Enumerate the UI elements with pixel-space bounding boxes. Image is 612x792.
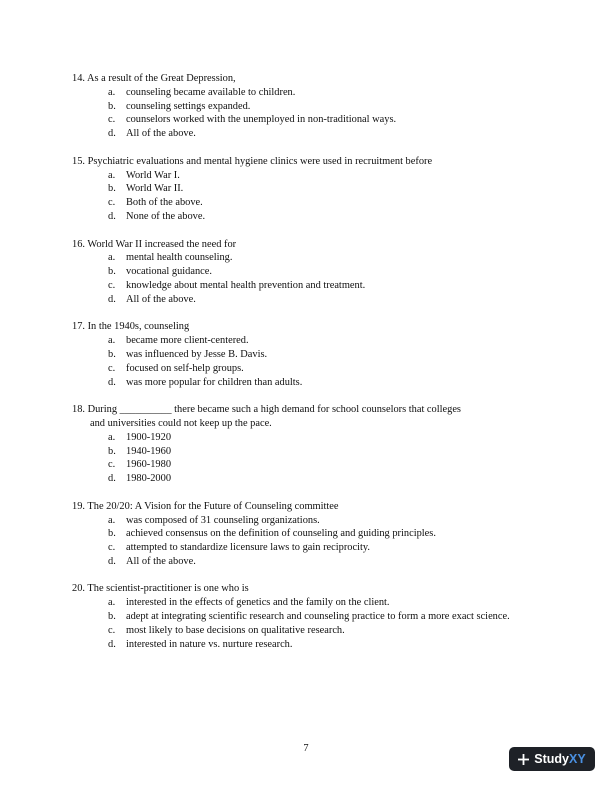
- option-list: [72, 514, 542, 569]
- answer-option: [72, 376, 542, 390]
- option-letter: b.: [108, 445, 116, 457]
- option-letter: b.: [108, 611, 116, 623]
- answer-option: [72, 334, 542, 348]
- answer-option: [72, 541, 542, 555]
- question: [72, 155, 542, 224]
- option-letter: d.: [108, 555, 116, 567]
- option-letter: d.: [108, 210, 116, 222]
- option-letter: a.: [108, 335, 116, 347]
- question-stem-text: 19. The 20/20: A Vision for the Future of Counseling committee: [72, 500, 339, 512]
- option-text: achieved consensus on the definition of counseling and guiding principles.: [126, 528, 436, 540]
- answer-option: [72, 596, 542, 610]
- option-letter: c.: [108, 197, 116, 209]
- option-letter: c.: [108, 114, 116, 126]
- answer-option: [72, 86, 542, 100]
- answer-option: [72, 362, 542, 376]
- option-text: interested in the effects of genetics and the family on the client.: [126, 597, 390, 609]
- page-number: 7: [303, 743, 309, 754]
- option-letter: c.: [108, 279, 116, 291]
- option-text: 1900-1920: [126, 431, 172, 443]
- answer-option: [72, 100, 542, 114]
- question-stem-text: 15. Psychiatric evaluations and mental hygiene clinics were used in recruitment before: [72, 155, 433, 167]
- option-letter: b.: [108, 528, 116, 540]
- question-stem: [72, 155, 542, 169]
- answer-option: [72, 472, 542, 486]
- badge-text-main: Study: [534, 752, 570, 766]
- answer-option: [72, 251, 542, 265]
- option-text: adept at integrating scientific research and counseling practice to form a more exact science.: [126, 611, 510, 623]
- question: [72, 403, 542, 486]
- question: [72, 72, 542, 141]
- answer-option: [72, 293, 542, 307]
- answer-option: [72, 169, 542, 183]
- answer-option: [72, 113, 542, 127]
- question-stem-text: 20. The scientist-practitioner is one who is: [72, 583, 249, 595]
- option-letter: c.: [108, 542, 116, 554]
- option-text: None of the above.: [126, 210, 206, 222]
- option-letter: a.: [108, 431, 116, 443]
- option-text: counselors worked with the unemployed in non-traditional ways.: [126, 114, 397, 126]
- question-stem: [72, 582, 542, 596]
- question-stem: [72, 238, 542, 252]
- option-list: [72, 251, 542, 306]
- question-stem: [72, 500, 542, 514]
- option-text: became more client-centered.: [126, 335, 249, 347]
- option-text: most likely to base decisions on qualitative research.: [126, 624, 345, 636]
- option-text: All of the above.: [126, 293, 196, 305]
- option-text: attempted to standardize licensure laws to gain reciprocity.: [126, 542, 370, 554]
- option-list: [72, 431, 542, 486]
- exam-page: [72, 72, 542, 665]
- answer-option: [72, 210, 542, 224]
- question-list: [72, 72, 542, 651]
- option-text: knowledge about mental health prevention and treatment.: [126, 279, 366, 291]
- option-list: [72, 334, 542, 389]
- option-text: counseling became available to children.: [126, 86, 296, 98]
- option-letter: a.: [108, 514, 116, 526]
- answer-option: [72, 348, 542, 362]
- option-text: counseling settings expanded.: [126, 100, 251, 112]
- plus-icon: [518, 754, 529, 765]
- option-text: 1960-1980: [126, 459, 172, 471]
- question-stem-text: 18. During __________ there became such a high demand for school counselors that colleges: [72, 404, 461, 416]
- answer-option: [72, 265, 542, 279]
- option-letter: c.: [108, 624, 116, 636]
- option-list: [72, 596, 542, 651]
- option-letter: a.: [108, 86, 116, 98]
- answer-option: [72, 638, 542, 652]
- answer-option: [72, 431, 542, 445]
- question: [72, 320, 542, 389]
- answer-option: [72, 279, 542, 293]
- question-stem-continuation: and universities could not keep up the pace.: [90, 417, 272, 429]
- option-letter: b.: [108, 100, 116, 112]
- question-stem-text: 17. In the 1940s, counseling: [72, 321, 190, 333]
- question-stem: [72, 403, 542, 431]
- option-text: was composed of 31 counseling organizations.: [126, 514, 320, 526]
- option-list: [72, 86, 542, 141]
- option-text: All of the above.: [126, 128, 196, 140]
- option-letter: a.: [108, 252, 116, 264]
- answer-option: [72, 458, 542, 472]
- answer-option: [72, 624, 542, 638]
- option-letter: d.: [108, 128, 116, 140]
- option-text: was more popular for children than adults.: [126, 376, 303, 388]
- option-letter: c.: [108, 362, 116, 374]
- option-text: vocational guidance.: [126, 266, 212, 278]
- option-text: World War I.: [126, 169, 180, 181]
- badge-text-accent: XY: [569, 752, 586, 766]
- option-letter: d.: [108, 293, 116, 305]
- question: [72, 582, 542, 651]
- answer-option: [72, 610, 542, 624]
- answer-option: [72, 127, 542, 141]
- option-text: 1980-2000: [126, 473, 172, 485]
- answer-option: [72, 527, 542, 541]
- option-letter: b.: [108, 266, 116, 278]
- answer-option: [72, 555, 542, 569]
- option-letter: b.: [108, 183, 116, 195]
- question-stem-text: 14. As a result of the Great Depression,: [72, 73, 236, 84]
- option-letter: d.: [108, 376, 116, 388]
- answer-option: [72, 196, 542, 210]
- answer-option: [72, 182, 542, 196]
- option-letter: a.: [108, 597, 116, 609]
- option-letter: b.: [108, 348, 116, 360]
- question: [72, 238, 542, 307]
- option-text: Both of the above.: [126, 197, 203, 209]
- option-letter: a.: [108, 169, 116, 181]
- option-letter: d.: [108, 473, 116, 485]
- option-text: mental health counseling.: [126, 252, 233, 264]
- studyxy-badge[interactable]: [509, 747, 595, 771]
- question-stem: [72, 72, 542, 86]
- option-text: interested in nature vs. nurture research.: [126, 638, 293, 650]
- question: [72, 500, 542, 569]
- option-text: focused on self-help groups.: [126, 362, 244, 374]
- option-text: All of the above.: [126, 555, 196, 567]
- answer-option: [72, 445, 542, 459]
- option-text: was influenced by Jesse B. Davis.: [126, 348, 268, 360]
- option-letter: d.: [108, 638, 116, 650]
- option-letter: c.: [108, 459, 116, 471]
- answer-option: [72, 514, 542, 528]
- option-text: World War II.: [126, 183, 184, 195]
- question-stem: [72, 320, 542, 334]
- option-text: 1940-1960: [126, 445, 172, 457]
- question-stem-text: 16. World War II increased the need for: [72, 238, 237, 250]
- option-list: [72, 169, 542, 224]
